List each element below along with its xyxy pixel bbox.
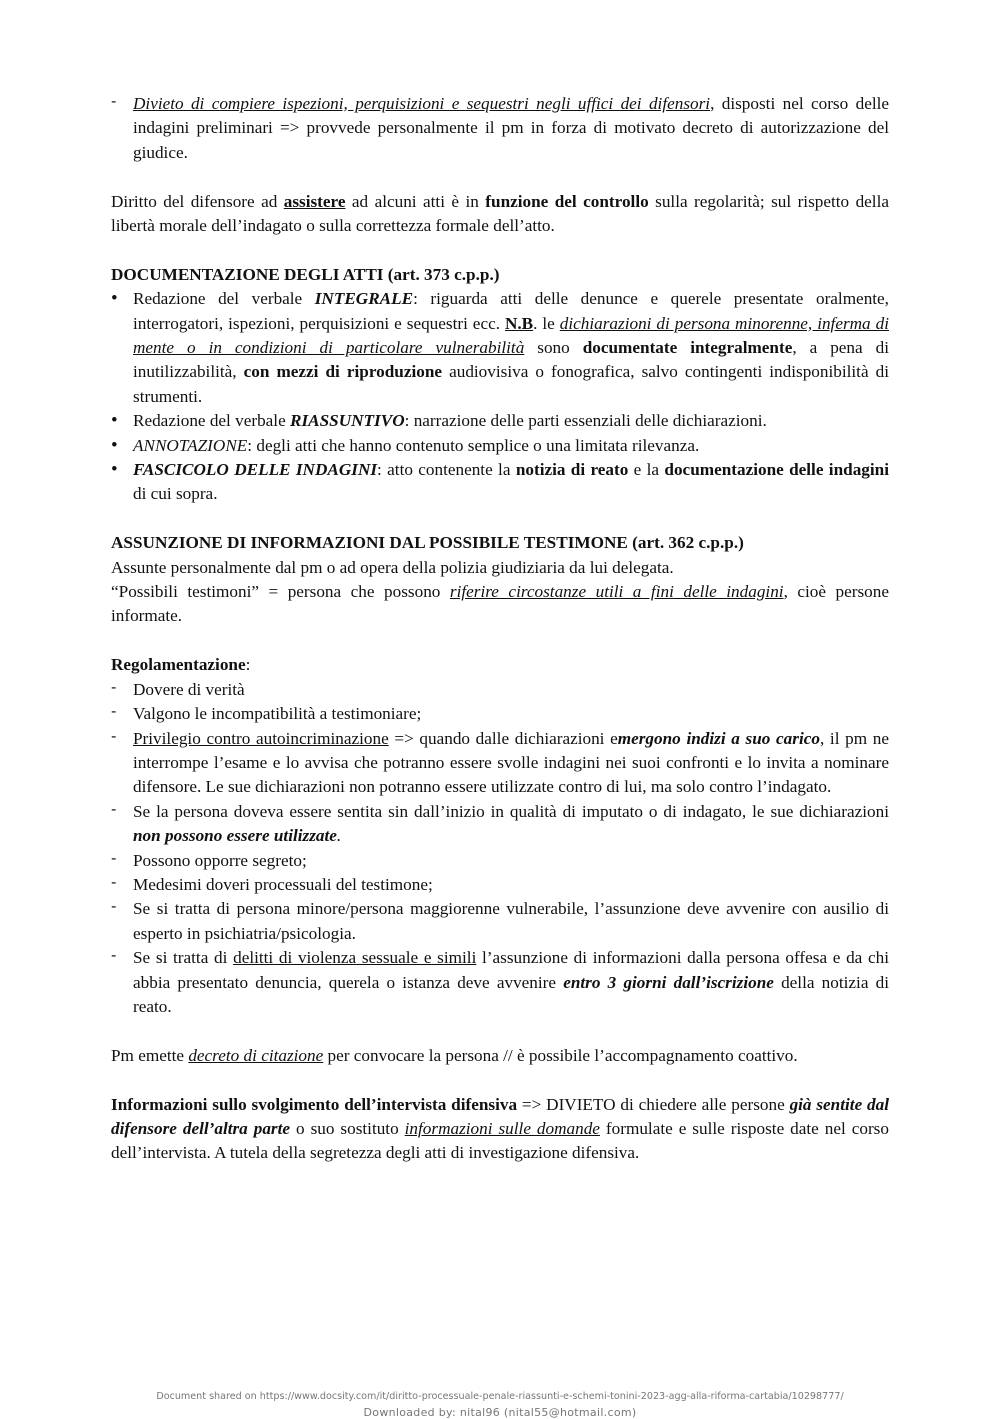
intervista-difensiva-paragraph: Informazioni sullo svolgimento dell’intervista difensiva => DIVIETO di chiedere alle persone già sentite dal difensore dell’altra parte o suo sostituto informazioni sulle domande formulate e sulle risposte date nel corso dell’intervista. A tutela della segretezza degli atti di investigazione difensiva. [111,1094,889,1163]
list-item: • Redazione del verbale RIASSUNTIVO: narrazione delle parti essenziali delle dichiarazioni. [111,409,889,433]
list-item: - Divieto di compiere ispezioni, perquisizioni e sequestri negli uffici dei difensori, disposti nel corso delle indagini preliminari => provvede personalmente il pm in forza di motivato decreto di autorizzazione del giudice. [111,92,889,165]
possibili-testimoni-paragraph: “Possibili testimoni” = persona che possono riferire circostanze utili a fini delle indagini, cioè persone informate. [111,582,889,626]
list-item: - Possono opporre segreto; [111,849,889,873]
list-item: - Se si tratta di delitti di violenza sessuale e simili l’assunzione di informazioni dalla persona offesa e da chi abbia presentato denuncia, querela o istanza deve avvenire entro 3 giorni dall’iscrizione della notizia di reato. [111,946,889,1019]
list-item: - Medesimi doveri processuali del testimone; [111,873,889,897]
defender-assist-paragraph: Diritto del difensore ad assistere ad alcuni atti è in funzione del controllo sulla regolarità; sul rispetto della libertà morale dell’indagato o sulla correttezza formale dell’atto. [111,191,889,236]
list-item: • Redazione del verbale INTEGRALE: riguarda atti delle denunce e querele presentate oralmente, interrogatori, ispezioni, perquisizioni e sequestri ecc. N.B. le dichiarazioni di persona minorenne, inferma di mente o in condizioni di particolare vulnerabilità sono documentate integralmente, a pena di inutilizzabilità, con mezzi di riproduzione audiovisiva o fonografica, salvo contingenti indisponibilità di strumenti. [111,287,889,409]
pm-decreto-paragraph: Pm emette decreto di citazione per convocare la persona // è possibile l’accompagnamento coattivo. [111,1045,798,1065]
list-item: • FASCICOLO DELLE INDAGINI: atto contenente la notizia di reato e la documentazione delle indagini di cui sopra. [111,458,889,507]
footer-downloaded-by: Downloaded by: nital96 (nital55@hotmail.com) [363,1406,637,1419]
section-heading-documentazione: DOCUMENTAZIONE DEGLI ATTI (art. 373 c.p.p.) [111,264,500,284]
list-item: - Dovere di verità [111,678,889,702]
document-page [111,92,889,1166]
regolamentazione-list [111,678,889,1020]
regolamentazione-heading: Regolamentazione: [111,655,251,675]
list-item: • ANNOTAZIONE: degli atti che hanno contenuto semplice o una limitata rilevanza. [111,434,889,458]
section-heading-assunzione: ASSUNZIONE DI INFORMAZIONI DAL POSSIBILE TESTIMONE (art. 362 c.p.p.) [111,533,744,553]
footer-shared-link[interactable]: Document shared on https://www.docsity.com/it/diritto-processuale-penale-riassunti-e-schemi-tonini-2023-agg-alla-riforma-cartabia/10298777/ [156,1391,844,1402]
list-item: - Privilegio contro autoincriminazione => quando dalle dichiarazioni emergono indizi a suo carico, il pm ne interrompe l’esame e lo avvisa che potranno essere svolle indagini nei suoi confronti e lo invita a nominare difensore. Le sue dichiarazioni non potranno essere utilizzate contro di lui, ma solo contro l’indagato. [111,727,889,800]
list-item: - Se la persona doveva essere sentita sin dall’inizio in qualità di imputato o di indagato, le sue dichiarazioni non possono essere utilizzate. [111,800,889,849]
list-item: - Se si tratta di persona minore/persona maggiorenne vulnerabile, l’assunzione deve avvenire con ausilio di esperto in psichiatria/psicologia. [111,897,889,946]
list-item: - Valgono le incompatibilità a testimoniare; [111,702,889,726]
documentazione-list [111,287,889,507]
inspection-ban-list [111,92,889,165]
assunzione-line: Assunte personalmente dal pm o ad opera della polizia giudiziaria da lui delegata. [111,557,674,577]
